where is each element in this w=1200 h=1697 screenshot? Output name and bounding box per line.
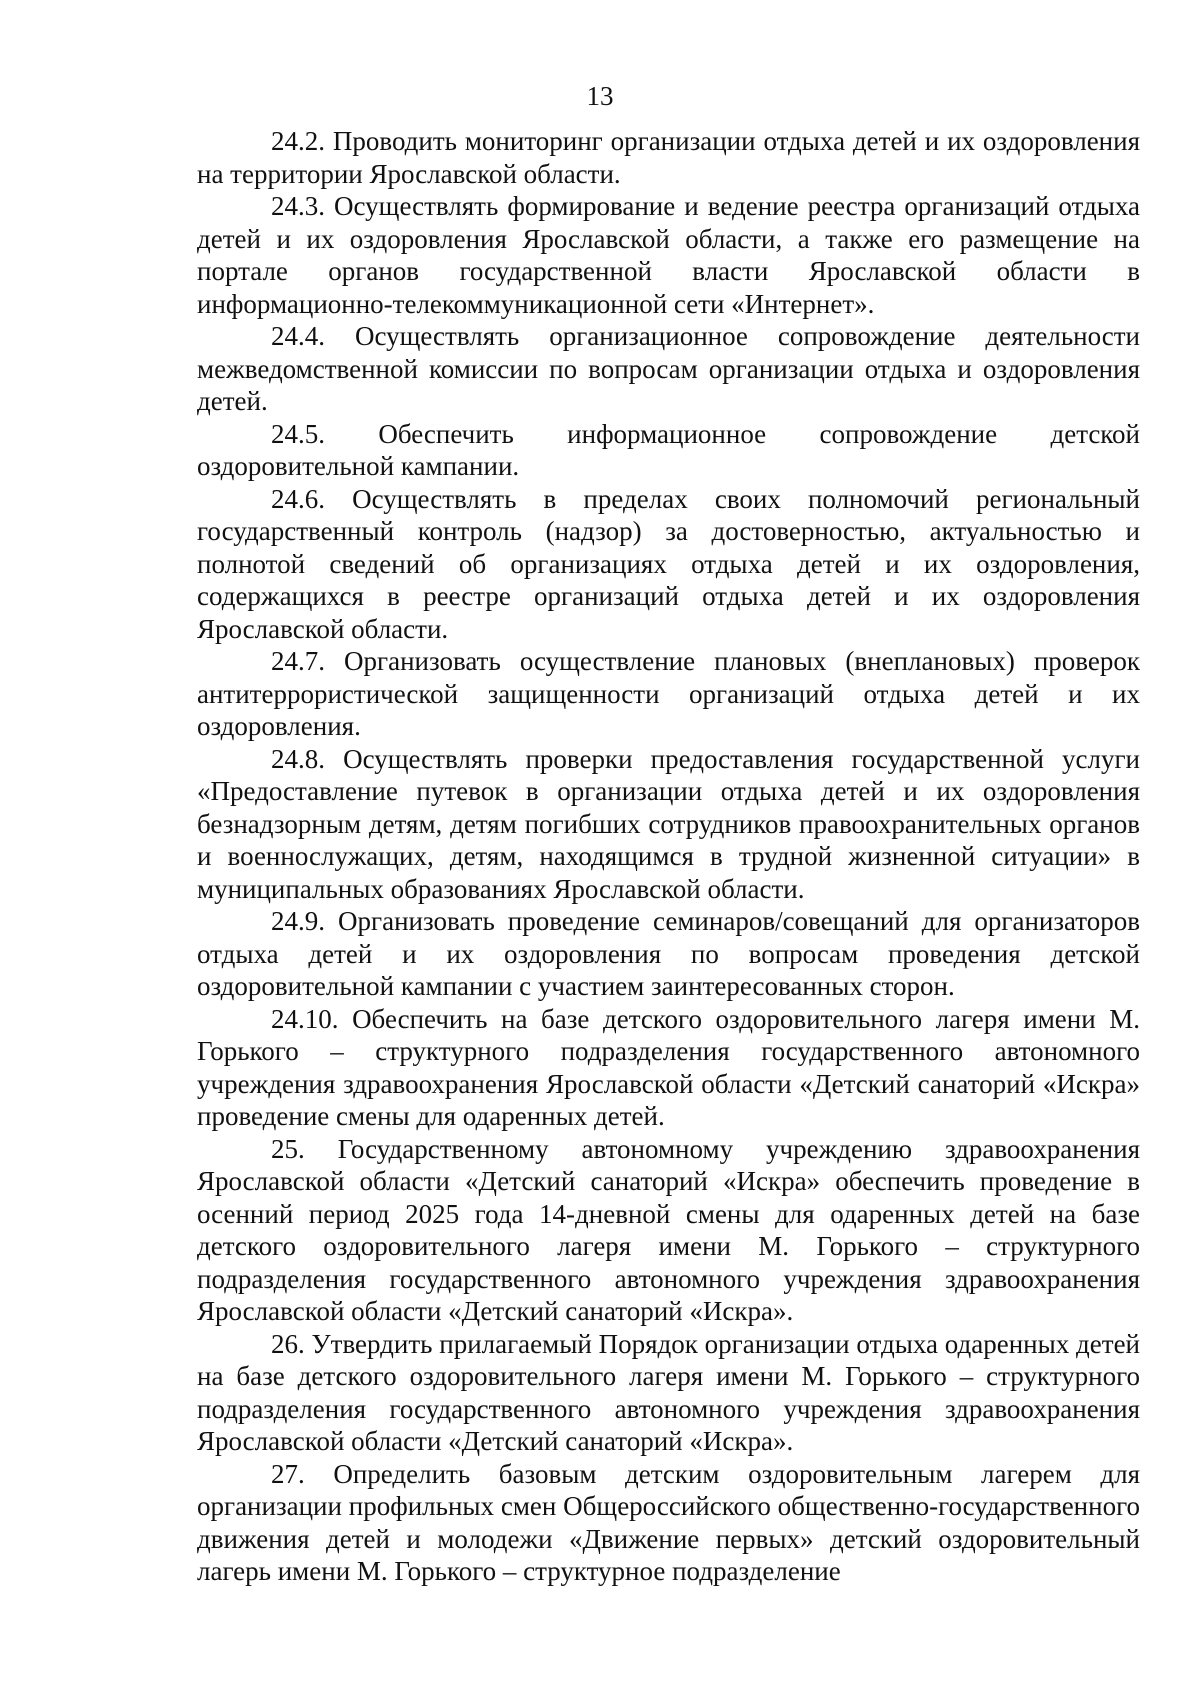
paragraph-24-8: 24.8. Осуществлять проверки предоставления государственной услуги «Предоставление путевок в организации отдыха детей и их оздоровления безнадзорным детям, детям погибших сотрудников правоохранительных органов и военнослужащих, детям, находящимся в трудной жизненной ситуации» в муниципальных образованиях Ярославской области. <box>197 743 1140 904</box>
paragraph-27: 27. Определить базовым детским оздоровительным лагерем для организации профильных смен Общероссийского общественно-государственного движения детей и молодежи «Движение первых» детский оздоровительный лагерь имени М. Горького – структурное подразделение <box>197 1458 1140 1586</box>
paragraph-24-9: 24.9. Организовать проведение семинаров/совещаний для организаторов отдыха детей и их оздоровления по вопросам проведения детской оздоровительной кампании с участием заинтересованных сторон. <box>197 906 1140 1001</box>
paragraph-24-5: 24.5. Обеспечить информационное сопровождение детской оздоровительной кампании. <box>197 418 1140 481</box>
page-number: 13 <box>586 81 614 111</box>
paragraph-24-10: 24.10. Обеспечить на базе детского оздоровительного лагеря имени М. Горького – структурного подразделения государственного автономного учреждения здравоохранения Ярославской области «Детский санаторий «Искра» проведение смены для одаренных детей. <box>197 1003 1140 1131</box>
paragraph-24-4: 24.4. Осуществлять организационное сопровождение деятельности межведомственной комиссии по вопросам организации отдыха и оздоровления детей. <box>197 321 1140 416</box>
paragraph-26: 26. Утвердить прилагаемый Порядок организации отдыха одаренных детей на базе детского оздоровительного лагеря имени М. Горького – структурного подразделения государственного автономного учреждения здравоохранения Ярославской области «Детский санаторий «Искра». <box>197 1328 1140 1456</box>
paragraph-24-2: 24.2. Проводить мониторинг организации отдыха детей и их оздоровления на территории Ярославской области. <box>197 126 1140 189</box>
paragraph-24-3: 24.3. Осуществлять формирование и ведение реестра организаций отдыха детей и их оздоровления Ярославской области, а также его размещение на портале органов государственной власти Ярославской области в информационно-телекоммуникационной сети «Интернет». <box>197 191 1140 319</box>
paragraph-24-7: 24.7. Организовать осуществление плановых (внеплановых) проверок антитеррористической защищенности организаций отдыха детей и их оздоровления. <box>197 646 1140 741</box>
paragraph-24-6: 24.6. Осуществлять в пределах своих полномочий региональный государственный контроль (надзор) за достоверностью, актуальностью и полнотой сведений об организациях отдыха детей и их оздоровления, содержащихся в реестре организаций отдыха детей и их оздоровления Ярославской области. <box>197 483 1140 644</box>
document-body <box>197 125 1140 1588</box>
paragraph-25: 25. Государственному автономному учреждению здравоохранения Ярославской области «Детский санаторий «Искра» обеспечить проведение в осенний период 2025 года 14-дневной смены для одаренных детей на базе детского оздоровительного лагеря имени М. Горького – структурного подразделения государственного автономного учреждения здравоохранения Ярославской области «Детский санаторий «Искра». <box>197 1133 1140 1326</box>
